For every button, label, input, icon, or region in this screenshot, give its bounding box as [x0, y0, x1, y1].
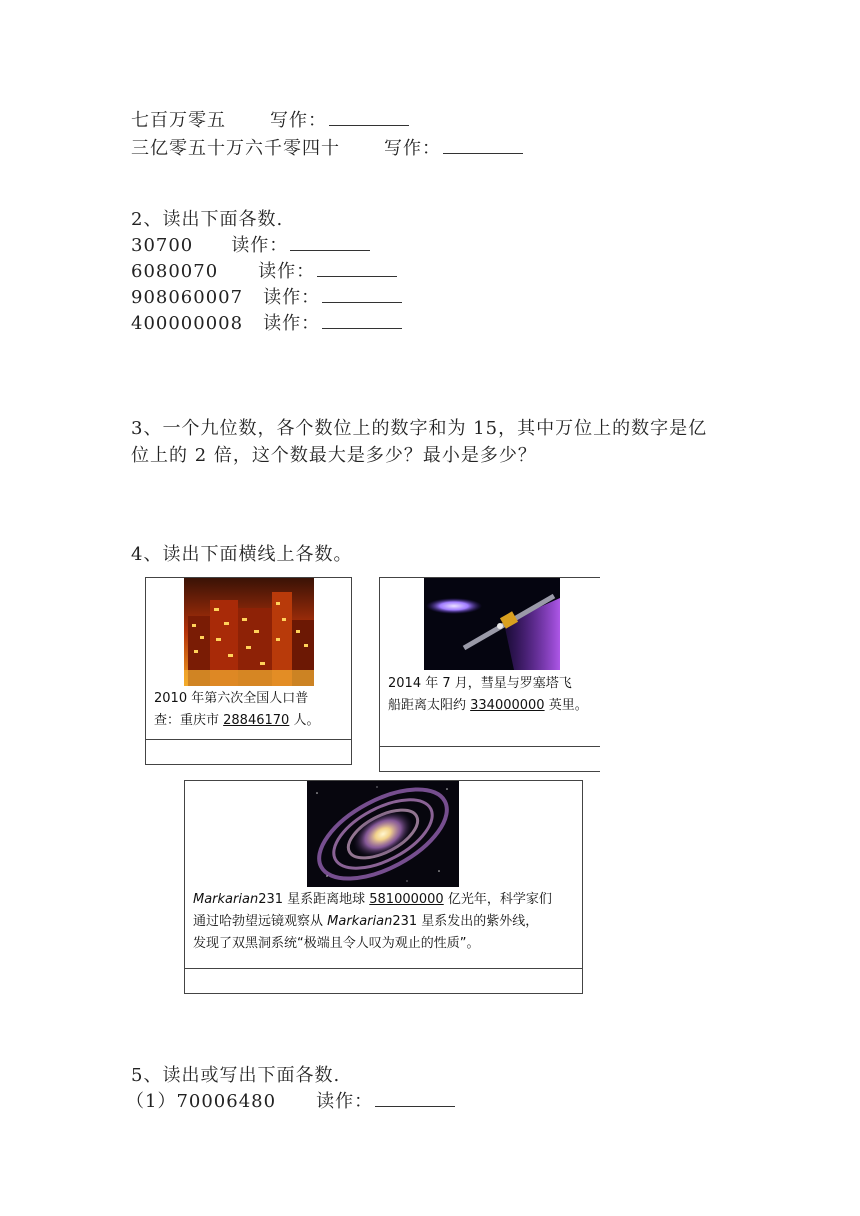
caption-line	[193, 889, 583, 911]
caption-line	[388, 695, 600, 717]
answer-blank[interactable]	[322, 288, 402, 303]
caption-text: 231 星系发出的紫外线，	[392, 914, 539, 929]
read-label: 读作：	[258, 261, 316, 282]
galaxy-image	[307, 781, 459, 887]
answer-blank[interactable]	[329, 111, 409, 126]
answer-line[interactable]	[146, 739, 351, 740]
number-text: （1）70006480	[126, 1091, 277, 1112]
q5-item-1	[126, 1087, 455, 1113]
answer-blank[interactable]	[290, 236, 370, 251]
answer-blank[interactable]	[322, 314, 402, 329]
card-rosetta-caption	[388, 673, 600, 717]
answer-line[interactable]	[185, 968, 582, 969]
number-text: 6080070	[131, 261, 219, 282]
caption-line	[193, 911, 583, 933]
q2-item-2	[131, 257, 397, 283]
card-rosetta	[379, 577, 600, 772]
read-label: 读作：	[316, 1091, 374, 1112]
write-label: 写作：	[270, 110, 327, 131]
caption-text: 通过哈勃望远镜观察从	[193, 914, 328, 929]
q4-title: 4、读出下面横线上各数。	[131, 544, 353, 565]
galaxy-name: Markarian	[193, 892, 259, 907]
chongqing-night-photo	[184, 578, 314, 686]
q2-item-4	[131, 309, 402, 335]
caption-text: 查：重庆市	[154, 713, 224, 728]
read-label: 读作：	[231, 235, 289, 256]
caption-text: 亿光年，科学家们	[443, 892, 552, 907]
card-chongqing-caption	[154, 688, 349, 732]
number-text: 908060007	[131, 287, 244, 308]
chinese-number-text: 三亿零五十万六千零四十	[131, 138, 340, 159]
underlined-number: 28846170	[223, 713, 290, 728]
underlined-number: 581000000	[369, 892, 444, 907]
write-item-2	[131, 134, 523, 160]
caption-line	[154, 710, 349, 732]
chinese-number-text: 七百万零五	[131, 110, 226, 131]
number-text: 400000008	[131, 313, 244, 334]
answer-blank[interactable]	[443, 139, 523, 154]
answer-blank[interactable]	[375, 1092, 455, 1107]
read-label: 读作：	[263, 287, 321, 308]
caption-text: 英里。	[544, 698, 588, 713]
card-chongqing	[145, 577, 352, 765]
q2-item-1	[131, 231, 370, 257]
card-markarian	[184, 780, 583, 994]
caption-text: 人。	[289, 713, 320, 728]
q3-line-1: 3、一个九位数，各个数位上的数字和为 15，其中万位上的数字是亿	[131, 418, 708, 439]
q2-item-3	[131, 283, 402, 309]
galaxy-name: Markarian	[327, 914, 393, 929]
answer-blank[interactable]	[317, 262, 397, 277]
caption-line: 2014 年 7 月，彗星与罗塞塔飞	[388, 676, 572, 691]
underlined-number: 334000000	[470, 698, 545, 713]
q2-title: 2、读出下面各数.	[131, 209, 284, 230]
card-markarian-caption	[193, 889, 583, 955]
caption-line: 发现了双黑洞系统“极端且令人叹为观止的性质”。	[193, 936, 480, 951]
number-text: 30700	[131, 235, 194, 256]
write-item-1	[131, 106, 409, 132]
answer-line[interactable]	[380, 746, 600, 747]
rosetta-spacecraft-image	[424, 578, 560, 670]
write-label: 写作：	[384, 138, 441, 159]
caption-line: 2010 年第六次全国人口普	[154, 691, 309, 706]
q3-line-2: 位上的 2 倍，这个数最大是多少？最小是多少？	[131, 445, 537, 466]
caption-text: 船距离太阳约	[388, 698, 471, 713]
read-label: 读作：	[263, 313, 321, 334]
q5-title: 5、读出或写出下面各数.	[131, 1065, 341, 1086]
caption-text: 231 星系距离地球	[258, 892, 370, 907]
